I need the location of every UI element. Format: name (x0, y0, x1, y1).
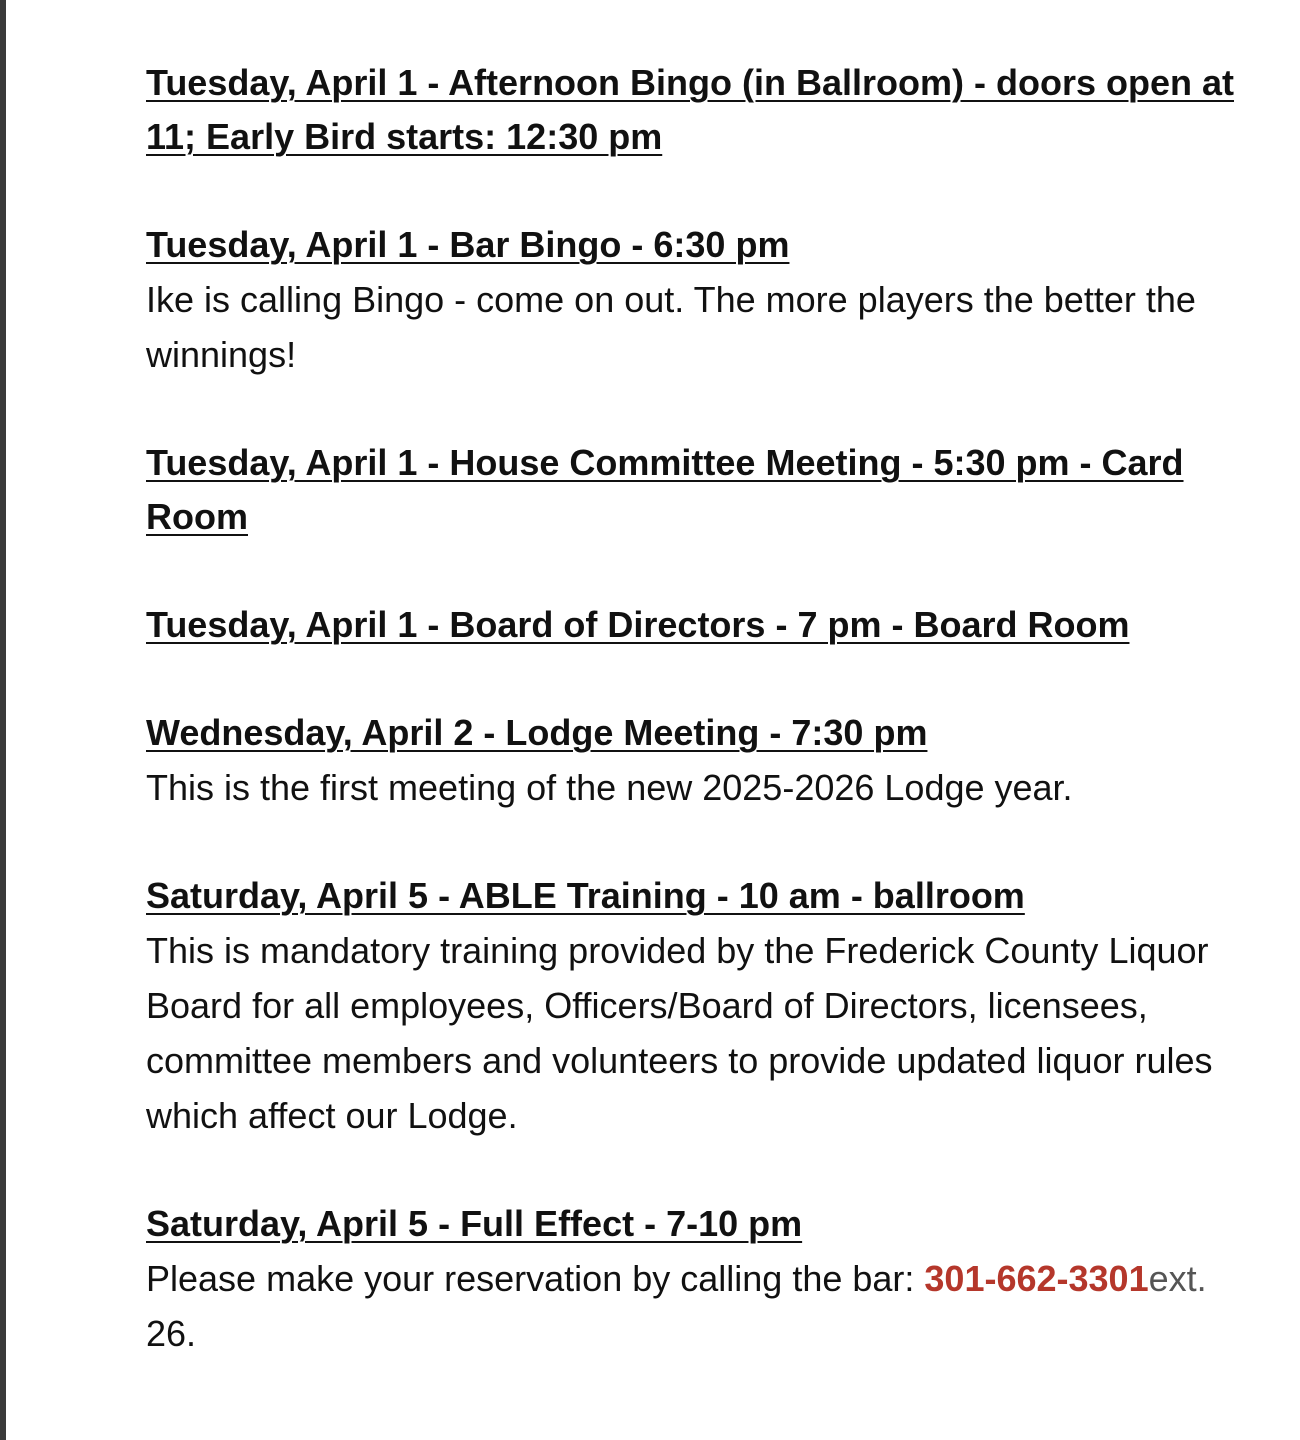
event-bar-bingo (146, 218, 1256, 382)
event-description (146, 1251, 1256, 1361)
left-edge-border (0, 0, 6, 1440)
events-list (146, 56, 1256, 1415)
event-board-of-directors (146, 598, 1256, 652)
event-description: Ike is calling Bingo - come on out. The more players the better the winnings! (146, 279, 1196, 375)
ext-label: ext. (1148, 1258, 1207, 1299)
event-lodge-meeting (146, 706, 1256, 815)
ext-number: 26. (146, 1313, 197, 1354)
event-afternoon-bingo (146, 56, 1256, 164)
event-title: Tuesday, April 1 - Bar Bingo - 6:30 pm (146, 224, 790, 265)
event-able-training (146, 869, 1256, 1143)
event-title: Saturday, April 5 - Full Effect - 7-10 pm (146, 1203, 803, 1244)
event-title: Tuesday, April 1 - Afternoon Bingo (in Ballroom) - doors open at 11; Early Bird starts: 12:30 pm (146, 62, 1234, 157)
event-title: Saturday, April 5 - ABLE Training - 10 am - ballroom (146, 875, 1025, 916)
phone-link[interactable]: 301-662-3301 (924, 1258, 1149, 1299)
event-description: This is the first meeting of the new 2025-2026 Lodge year. (146, 767, 1073, 808)
event-title: Wednesday, April 2 - Lodge Meeting - 7:30 pm (146, 712, 928, 753)
event-description: This is mandatory training provided by the Frederick County Liquor Board for all employees, Officers/Board of Directors, licensees, committee members and volunteers to provide updated liquor rules which affect our Lodge. (146, 930, 1213, 1136)
event-title: Tuesday, April 1 - House Committee Meeting - 5:30 pm - Card Room (146, 442, 1184, 537)
event-full-effect (146, 1197, 1256, 1361)
reservation-text: Please make your reservation by calling the bar: (146, 1258, 925, 1299)
event-title: Tuesday, April 1 - Board of Directors - 7 pm - Board Room (146, 604, 1130, 645)
event-house-committee (146, 436, 1256, 544)
